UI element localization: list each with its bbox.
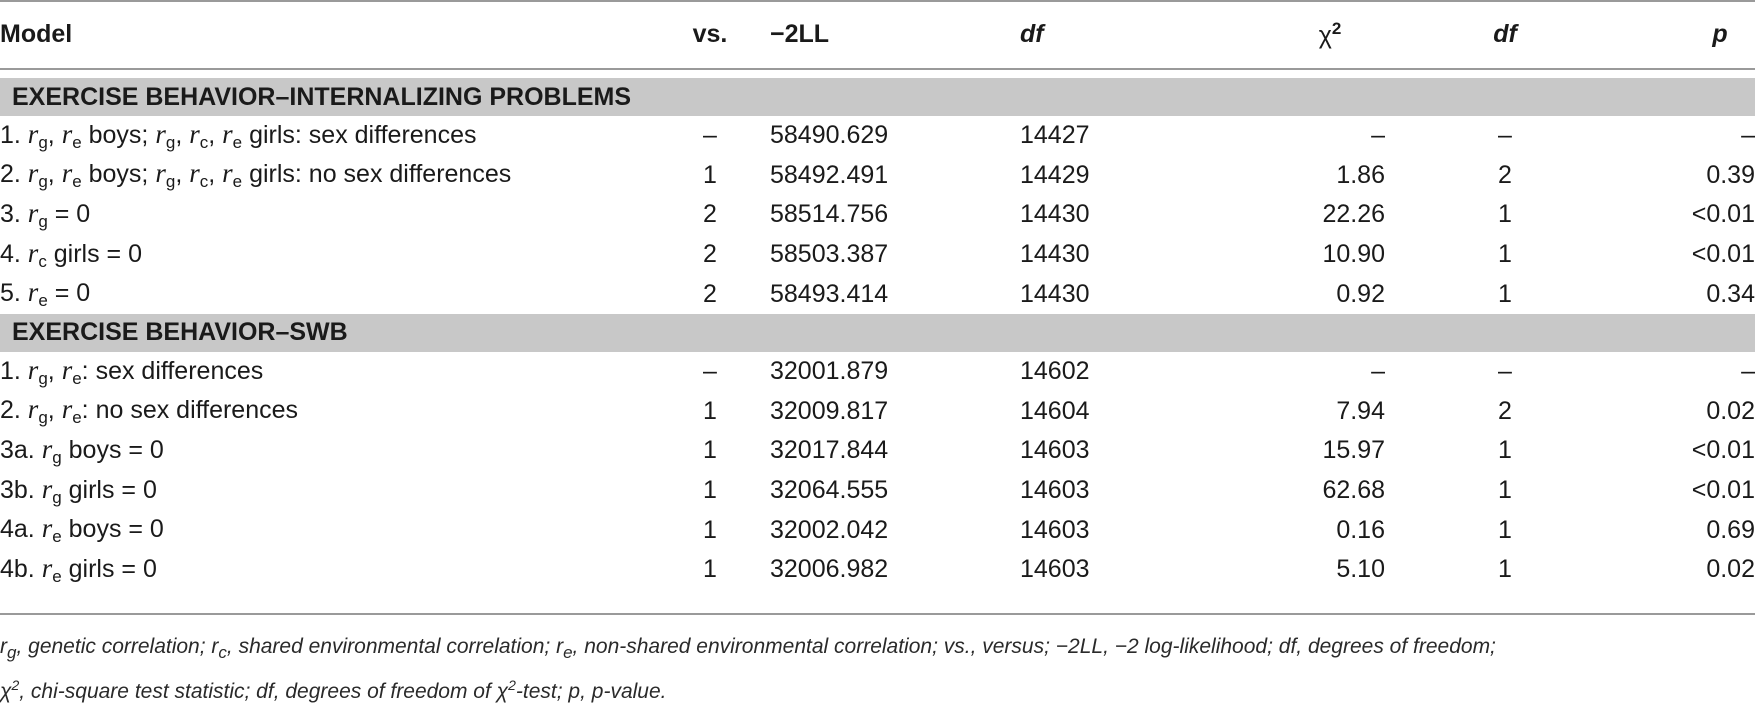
cell-p: –	[1741, 121, 1755, 150]
table-row	[0, 195, 1755, 235]
cell-ll: 32002.042	[770, 515, 889, 544]
table-row	[0, 352, 1755, 392]
table-row	[0, 471, 1755, 511]
section-header	[0, 78, 1755, 116]
cell-ll: 32001.879	[770, 357, 889, 386]
cell-df2: –	[1498, 121, 1512, 150]
footnote-line-2: $\chi^2$, chi-square test statistic; df, degrees of freedom of $\chi^2$-test; p, p-value.	[0, 677, 667, 703]
cell-p: <0.01	[1691, 476, 1755, 505]
cell-vs: –	[703, 121, 717, 150]
header-row	[0, 0, 1755, 68]
table-row	[0, 274, 1755, 314]
footnote-rc: $r_c$	[211, 635, 227, 662]
table-row	[0, 235, 1755, 275]
cell-model: 3b. $r_g$ girls = 0	[0, 473, 157, 507]
cell-vs: 1	[703, 476, 717, 505]
col-header-p: p	[1712, 19, 1728, 48]
cell-vs: 1	[703, 436, 717, 465]
col-header-df2: df	[1493, 19, 1517, 48]
cell-ll: 32006.982	[770, 555, 889, 584]
cell-vs: 1	[703, 160, 717, 189]
table-row	[0, 550, 1755, 590]
cell-chi: 15.97	[1322, 436, 1385, 465]
cell-vs: 2	[703, 279, 717, 308]
cell-p: <0.01	[1691, 240, 1755, 269]
cell-model: 4. $r_c$ girls = 0	[0, 237, 142, 271]
bottom-rule	[0, 613, 1755, 615]
cell-p: –	[1741, 357, 1755, 386]
cell-chi: 1.86	[1336, 160, 1385, 189]
cell-df: 14427	[1020, 121, 1090, 150]
col-header-df: df	[1020, 19, 1044, 48]
cell-df2: 1	[1498, 515, 1512, 544]
col-header-ll: −2LL	[770, 19, 830, 48]
table-row	[0, 431, 1755, 471]
cell-df: 14603	[1020, 555, 1090, 584]
cell-p: <0.01	[1691, 436, 1755, 465]
cell-df2: 1	[1498, 279, 1512, 308]
cell-df: 14603	[1020, 515, 1090, 544]
cell-model: 2. $r_g$, $r_e$: no sex differences	[0, 394, 299, 428]
section-header	[0, 314, 1755, 352]
cell-df2: 2	[1498, 160, 1512, 189]
cell-df: 14603	[1020, 436, 1090, 465]
cell-p: 0.02	[1706, 396, 1755, 425]
cell-model: 3. $r_g = 0$	[0, 197, 91, 231]
cell-df2: 1	[1498, 436, 1512, 465]
cell-model: 2. $r_g$, $r_e$ boys; $r_g$, $r_c$, $r_e$ girls: no sex differences	[0, 158, 512, 192]
cell-chi: 10.90	[1322, 240, 1385, 269]
cell-vs: –	[703, 357, 717, 386]
cell-vs: 2	[703, 240, 717, 269]
cell-chi: 7.94	[1336, 396, 1385, 425]
cell-df2: –	[1498, 357, 1512, 386]
cell-model: 1. $r_g$, $r_e$ boys; $r_g$, $r_c$, $r_e$ girls: sex differences	[0, 118, 477, 152]
cell-ll: 58493.414	[770, 279, 889, 308]
cell-chi: 5.10	[1336, 555, 1385, 584]
cell-p: 0.69	[1706, 515, 1755, 544]
cell-model: 3a. $r_g$ boys = 0	[0, 433, 164, 467]
cell-df: 14602	[1020, 357, 1090, 386]
table-row	[0, 116, 1755, 156]
cell-ll: 32017.844	[770, 436, 889, 465]
cell-df2: 1	[1498, 476, 1512, 505]
cell-df2: 1	[1498, 555, 1512, 584]
table-row	[0, 392, 1755, 432]
cell-p: 0.02	[1706, 555, 1755, 584]
table-footnote	[0, 630, 1755, 708]
cell-ll: 58492.491	[770, 160, 889, 189]
section-title: EXERCISE BEHAVIOR–SWB	[0, 314, 1755, 352]
cell-df: 14430	[1020, 279, 1090, 308]
cell-df2: 2	[1498, 396, 1512, 425]
cell-ll: 32064.555	[770, 476, 889, 505]
cell-chi: 0.16	[1336, 515, 1385, 544]
cell-model: 5. $r_e = 0$	[0, 277, 91, 311]
cell-vs: 1	[703, 396, 717, 425]
cell-chi: 0.92	[1336, 279, 1385, 308]
cell-model: 4a. $r_e$ boys = 0	[0, 513, 164, 547]
cell-vs: 1	[703, 515, 717, 544]
col-header-vs: vs.	[692, 19, 728, 48]
table-row	[0, 510, 1755, 550]
col-header-model: Model	[0, 19, 73, 48]
cell-ll: 32009.817	[770, 396, 889, 425]
cell-df: 14430	[1020, 240, 1090, 269]
cell-df: 14429	[1020, 160, 1090, 189]
cell-ll: 58490.629	[770, 121, 889, 150]
cell-ll: 58514.756	[770, 200, 889, 229]
cell-p: 0.34	[1706, 279, 1755, 308]
cell-df2: 1	[1498, 240, 1512, 269]
cell-df: 14603	[1020, 476, 1090, 505]
cell-model: 4b. $r_e$ girls = 0	[0, 552, 157, 586]
cell-df: 14604	[1020, 396, 1090, 425]
footnote-line-1: $r_g$, genetic correlation; $r_c$, shared environmental correlation; $r_e$, non-shared environmental correlation; vs., versus; −2LL, −2 log-likelihood; df, degrees of freedom;	[0, 635, 1496, 662]
footnote-rg: $r_g$	[0, 635, 17, 662]
cell-p: 0.39	[1706, 160, 1755, 189]
col-header-chi	[1200, 0, 1385, 68]
chi-superscript: 2	[1331, 18, 1342, 38]
chi-symbol: χ	[1318, 21, 1332, 50]
table-body	[0, 68, 1755, 590]
section-spacer	[0, 68, 1755, 78]
cell-chi: 62.68	[1322, 476, 1385, 505]
cell-vs: 2	[703, 200, 717, 229]
cell-p: <0.01	[1691, 200, 1755, 229]
table-row	[0, 156, 1755, 196]
cell-ll: 58503.387	[770, 240, 889, 269]
cell-df2: 1	[1498, 200, 1512, 229]
cell-vs: 1	[703, 555, 717, 584]
footnote-re: $r_e$	[556, 635, 573, 662]
section-title: EXERCISE BEHAVIOR–INTERNALIZING PROBLEMS	[0, 78, 1755, 116]
cell-chi: 22.26	[1322, 200, 1385, 229]
cell-model: 1. $r_g$, $r_e$: sex differences	[0, 354, 264, 388]
cell-chi: –	[1371, 121, 1385, 150]
cell-df: 14430	[1020, 200, 1090, 229]
cell-chi: –	[1371, 357, 1385, 386]
